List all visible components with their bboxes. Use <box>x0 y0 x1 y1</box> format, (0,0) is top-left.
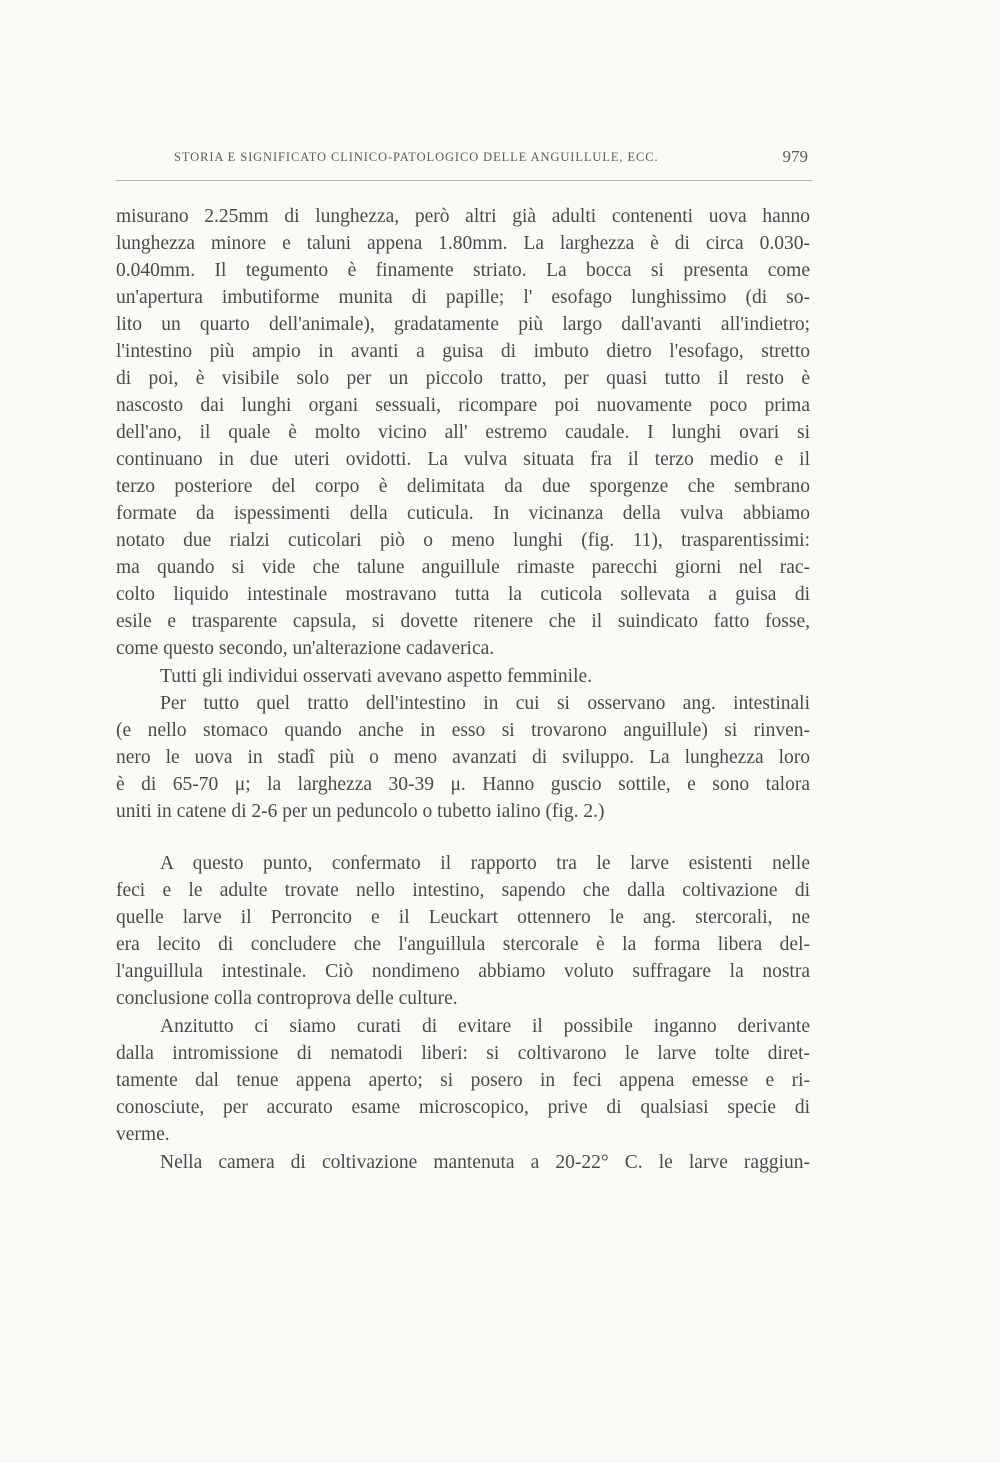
text-line: lunghezza minore e taluni appena 1.80mm. La larghezza è di circa 0.030- <box>116 233 810 254</box>
text-line: Per tutto quel tratto dell'intestino in cui si osservano ang. intestinali <box>160 693 810 714</box>
text-line: dell'ano, il quale è molto vicino all' estremo caudale. I lunghi ovari si <box>116 422 810 443</box>
text-line: (e nello stomaco quando anche in esso si trovarono anguillule) si rinven- <box>116 720 810 741</box>
text-line: Anzitutto ci siamo curati di evitare il possibile inganno derivante <box>160 1016 810 1037</box>
text-line: di poi, è visibile solo per un piccolo tratto, per quasi tutto il resto è <box>116 368 810 389</box>
text-line: 0.040mm. Il tegumento è finamente striato. La bocca si presenta come <box>116 260 810 281</box>
running-title: STORIA E SIGNIFICATO CLINICO-PATOLOGICO DELLE ANGUILLULE, ECC. <box>174 150 659 164</box>
text-line: verme. <box>116 1124 170 1145</box>
text-line: uniti in catene di 2-6 per un peduncolo o tubetto ialino (fig. 2.) <box>116 801 605 822</box>
text-line: esile e trasparente capsula, si dovette ritenere che il suindicato fatto fosse, <box>116 611 810 632</box>
text-line: tamente dal tenue appena aperto; si posero in feci appena emesse e ri- <box>116 1070 810 1091</box>
text-line: misurano 2.25mm di lunghezza, però altri già adulti contenenti uova hanno <box>116 206 810 227</box>
text-line: quelle larve il Perroncito e il Leuckart ottennero le ang. stercorali, ne <box>116 907 810 928</box>
text-line: continuano in due uteri ovidotti. La vulva situata fra il terzo medio e il <box>116 449 810 470</box>
text-line: è di 65-70 μ; la larghezza 30-39 μ. Hanno guscio sottile, e sono talora <box>116 774 810 795</box>
text-line: nero le uova in stadî più o meno avanzati di sviluppo. La lunghezza loro <box>116 747 810 768</box>
text-line: nascosto dai lunghi organi sessuali, ricompare poi nuovamente poco prima <box>116 395 810 416</box>
text-line: conclusione colla controprova delle culture. <box>116 988 458 1009</box>
text-line: feci e le adulte trovate nello intestino, sapendo che dalla coltivazione di <box>116 880 810 901</box>
text-line: come questo secondo, un'alterazione cadaverica. <box>116 638 495 659</box>
text-line: notato due rialzi cuticolari piò o meno lunghi (fig. 11), trasparentissimi: <box>116 530 810 551</box>
text-line: Tutti gli individui osservati avevano aspetto femminile. <box>160 666 593 687</box>
page-number: 979 <box>782 147 808 166</box>
text-line: dalla intromissione di nematodi liberi: si coltivarono le larve tolte diret- <box>116 1043 810 1064</box>
text-line: l'anguillula intestinale. Ciò nondimeno abbiamo voluto suffragare la nostra <box>116 961 810 982</box>
text-line: lito un quarto dell'animale), gradatamente più largo dall'avanti all'indietro; <box>116 314 810 335</box>
text-line: ma quando si vide che talune anguillule rimaste parecchi giorni nel rac- <box>116 557 810 578</box>
text-line: A questo punto, confermato il rapporto tra le larve esistenti nelle <box>160 853 810 874</box>
text-line: un'apertura imbutiforme munita di papille; l' esofago lunghissimo (di so- <box>116 287 810 308</box>
text-line: conosciute, per accurato esame microscopico, prive di qualsiasi specie di <box>116 1097 810 1118</box>
text-line: era lecito di concludere che l'anguillula stercorale è la forma libera del- <box>116 934 810 955</box>
text-line: l'intestino più ampio in avanti a guisa di imbuto dietro l'esofago, stretto <box>116 341 810 362</box>
text-line: colto liquido intestinale mostravano tutta la cuticola sollevata a guisa di <box>116 584 810 605</box>
text-line: formate da ispessimenti della cuticula. In vicinanza della vulva abbiamo <box>116 503 810 524</box>
text-line: terzo posteriore del corpo è delimitata da due sporgenze che sembrano <box>116 476 810 497</box>
text-line: Nella camera di coltivazione mantenuta a 20-22° C. le larve raggiun- <box>160 1152 810 1173</box>
running-head <box>116 144 812 181</box>
